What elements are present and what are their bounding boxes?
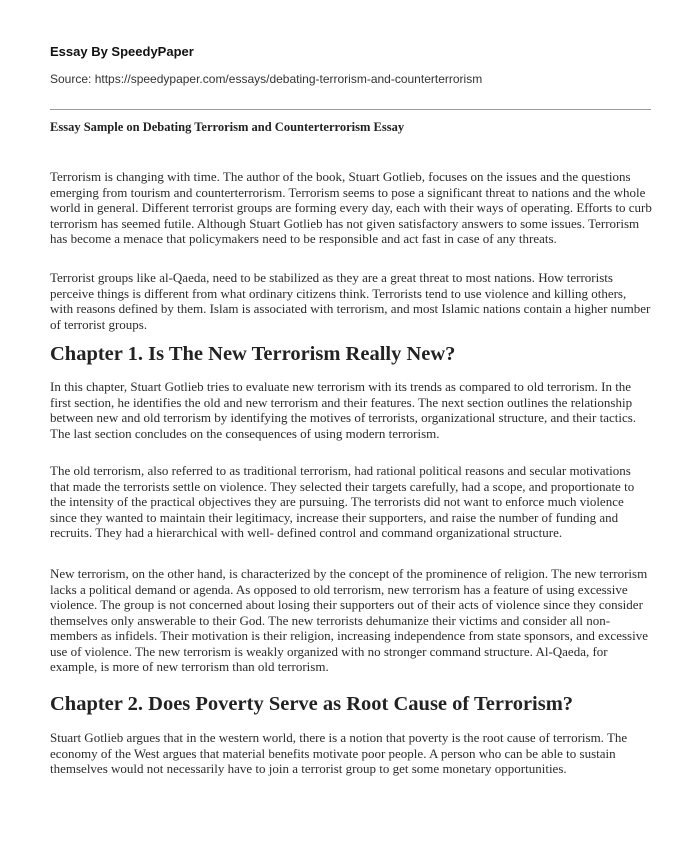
header-divider (50, 109, 651, 110)
intro-paragraph-1: Terrorism is changing with time. The author of the book, Stuart Gotlieb, focuses on the issues and the questions emerging from tourism and counterterrorism. Terrorism seems to pose a significant threat to nations and the whole world in general. Different terrorist groups are forming every day, each with their ways of operating. Efforts to curb terrorism has seemed futile. Although Stuart Gotlieb has not given satisfactory answers to some issues. Terrorism has become a menace that policymakers need to be responsible and act fast in case of any threats. (50, 169, 652, 246)
chapter-2-heading: Chapter 2. Does Poverty Serve as Root Cause of Terrorism? (50, 693, 574, 715)
essay-title: Essay Sample on Debating Terrorism and Counterterrorism Essay (50, 120, 405, 134)
chapter-1-paragraph-3: New terrorism, on the other hand, is characterized by the concept of the prominence of religion. The new terrorism lacks a political demand or agenda. As opposed to old terrorism, new terrorism has a feature of using excessive violence. The group is not concerned about losing their supporters out of their acts of violence since they consider themselves only answerable to their God. The new terrorists dehumanize their victims and consider all non-members as infidels. Their motivation is their religion, increasing independence from state sponsors, and excessive use of violence. The new terrorism is weakly organized with no stronger command structure. Al-Qaeda, for example, is more of new terrorism than old terrorism. (50, 566, 648, 674)
chapter-1-paragraph-1: In this chapter, Stuart Gotlieb tries to evaluate new terrorism with its trends as compared to old terrorism. In the first section, he identifies the old and new terrorism and their features. The next section outlines the relationship between new and old terrorism by identifying the motives of terrorists, organizational structure, and their tactics. The last section concludes on the consequences of using modern terrorism. (50, 379, 637, 441)
intro-paragraph-2: Terrorist groups like al-Qaeda, need to be stabilized as they are a great threat to most nations. How terrorists perceive things is different from what ordinary citizens think. Terrorists tend to use violence and killing others, with reasons defined by them. Islam is associated with terrorism, and most Islamic nations contain a higher number of terrorist groups. (50, 270, 651, 332)
chapter-2-paragraph-1: Stuart Gotlieb argues that in the western world, there is a notion that poverty is the root cause of terrorism. The economy of the West argues that material benefits motivate poor people. A person who can be able to sustain themselves would not necessarily have to join a terrorist group to get some monetary opportunities. (50, 730, 628, 776)
source-line: Source: https://speedypaper.com/essays/debating-terrorism-and-counterterrorism (50, 72, 483, 86)
site-title: Essay By SpeedyPaper (50, 44, 194, 59)
chapter-1-heading: Chapter 1. Is The New Terrorism Really New? (50, 343, 456, 365)
chapter-1-paragraph-2: The old terrorism, also referred to as traditional terrorism, had rational political reasons and secular motivations that made the terrorists settle on violence. They selected their targets carefully, had a scope, and proportionate to the intensity of the practical objectives they are pursuing. The terrorists did not want to enforce much violence since they wanted to maintain their legitimacy, increase their supporters, and raise the number of funding and recruits. They had a hierarchical with well- defined control and command organizational structure. (50, 463, 635, 540)
